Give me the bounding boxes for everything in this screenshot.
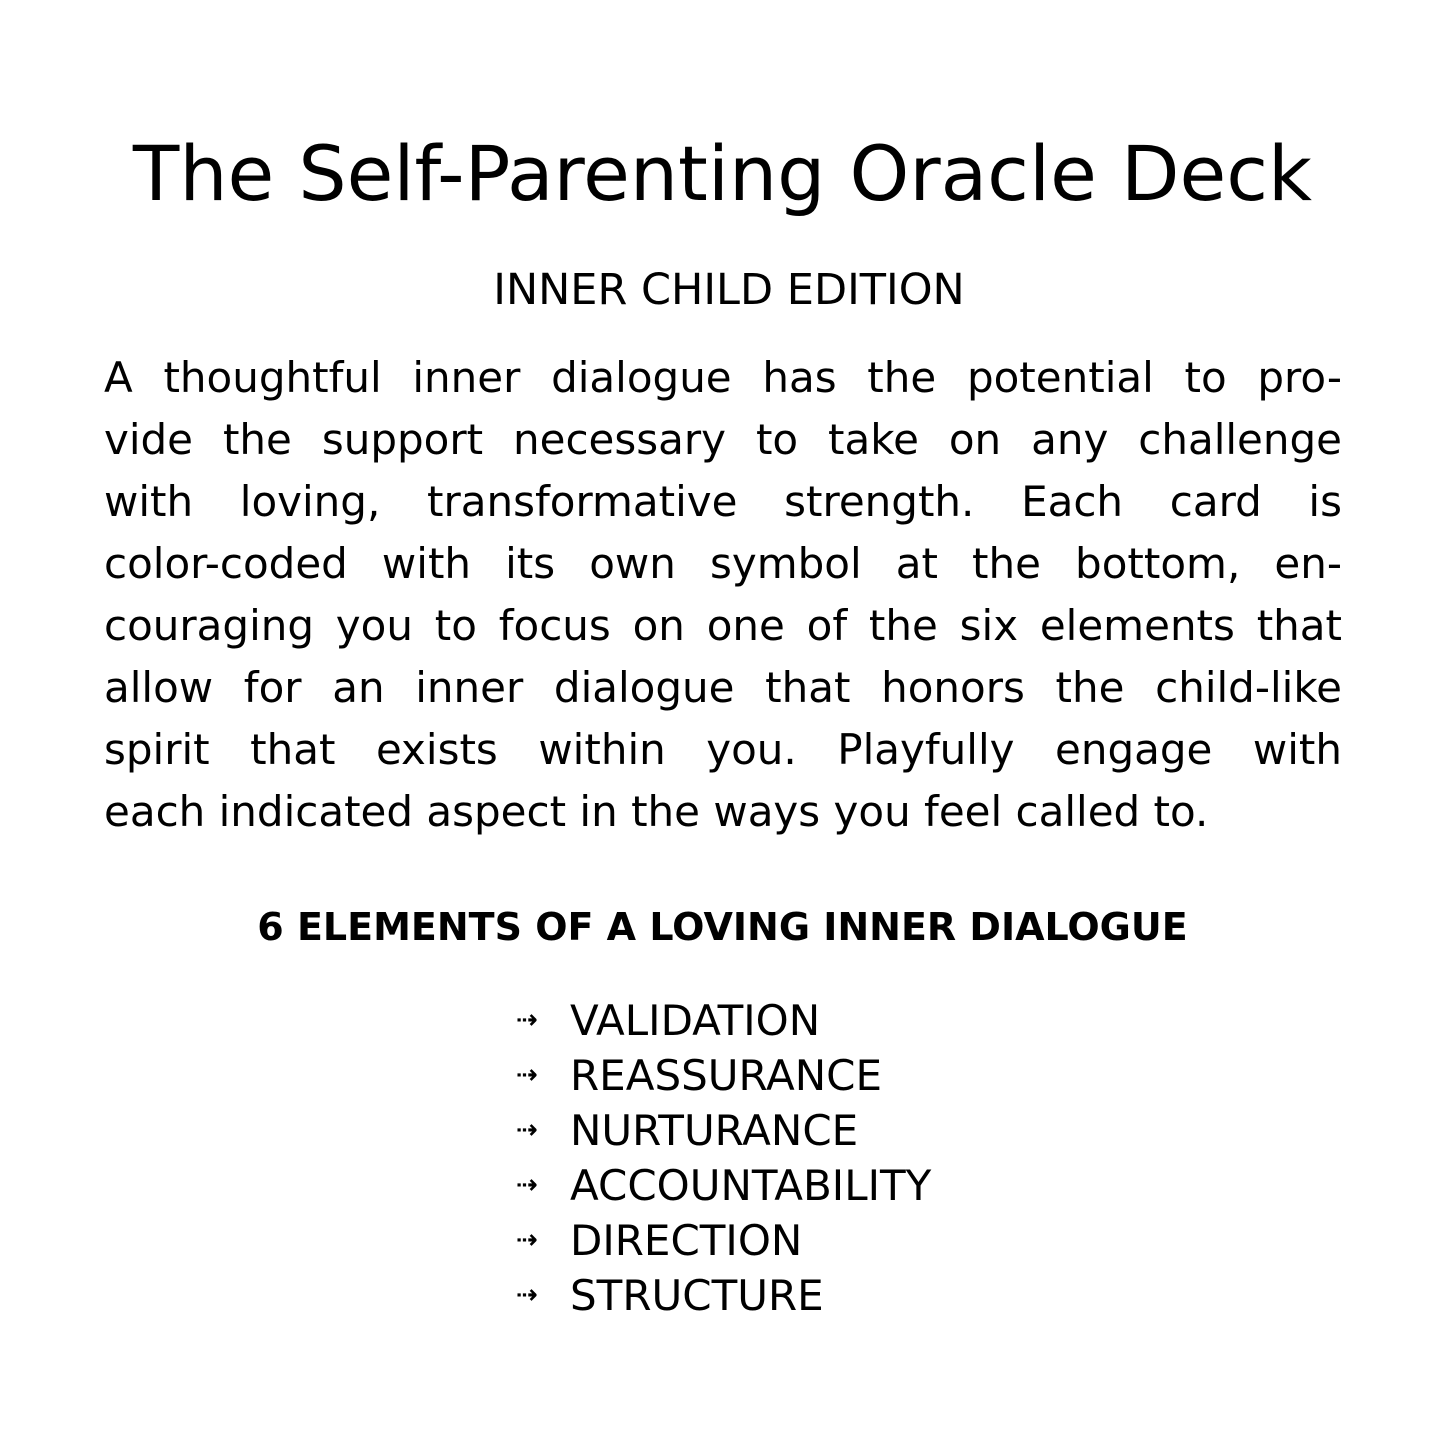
- dotted-arrow-icon: ⇢: [516, 1060, 538, 1090]
- paragraph-line: each indicated aspect in the ways you feel called to.: [104, 787, 1209, 836]
- page-title: The Self-Parenting Oracle Deck: [132, 128, 1313, 218]
- element-label: DIRECTION: [570, 1216, 803, 1265]
- list-item: [516, 1103, 931, 1158]
- paragraph-line: vide the support necessary to take on any challenge: [104, 415, 1342, 464]
- element-label: STRUCTURE: [570, 1271, 824, 1320]
- list-item: [516, 993, 931, 1048]
- description-paragraph: [104, 347, 1342, 843]
- element-label: REASSURANCE: [570, 1051, 883, 1100]
- dotted-arrow-icon: ⇢: [516, 1115, 538, 1145]
- element-label: NURTURANCE: [570, 1106, 859, 1155]
- paragraph-line: spirit that exists within you. Playfully engage with: [104, 725, 1342, 774]
- dotted-arrow-icon: ⇢: [516, 1280, 538, 1310]
- edition-subtitle: INNER CHILD EDITION: [493, 265, 965, 315]
- elements-heading: 6 ELEMENTS OF A LOVING INNER DIALOGUE: [257, 905, 1188, 949]
- list-item: [516, 1048, 931, 1103]
- paragraph-line: color-coded with its own symbol at the bottom, en-: [104, 539, 1342, 588]
- list-item: [516, 1213, 931, 1268]
- element-label: ACCOUNTABILITY: [570, 1161, 932, 1210]
- dotted-arrow-icon: ⇢: [516, 1005, 538, 1035]
- dotted-arrow-icon: ⇢: [516, 1170, 538, 1200]
- dotted-arrow-icon: ⇢: [516, 1225, 538, 1255]
- list-item: [516, 1158, 931, 1213]
- paragraph-line: allow for an inner dialogue that honors the child-like: [104, 663, 1342, 712]
- list-item: [516, 1268, 931, 1323]
- element-label: VALIDATION: [570, 996, 821, 1045]
- elements-list: [516, 993, 931, 1323]
- paragraph-line: A thoughtful inner dialogue has the potential to pro-: [104, 353, 1342, 402]
- paragraph-line: with loving, transformative strength. Each card is: [104, 477, 1342, 526]
- paragraph-line: couraging you to focus on one of the six elements that: [104, 601, 1342, 650]
